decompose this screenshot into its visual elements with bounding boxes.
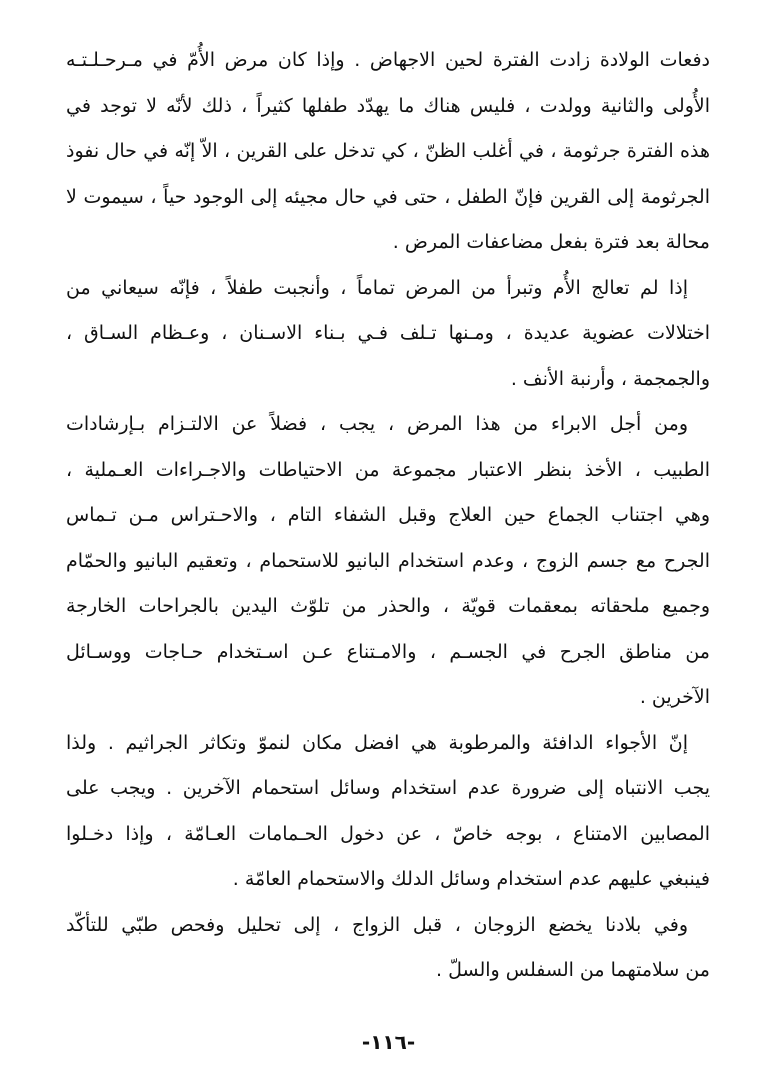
paragraph-p1	[66, 38, 710, 266]
text-line: المصابين الامتناع ، بوجه خاصّ ، عن دخول الحـمامات العـامّة ، وإذا دخـلوا	[66, 822, 710, 845]
text-line: والجمجمة ، وأرنبة الأنف .	[510, 367, 710, 390]
paragraph-p2	[66, 266, 710, 403]
paragraph-p4	[66, 721, 710, 903]
text-line: هذه الفترة جرثومة ، في أغلب الظنّ ، كي تدخل على القرين ، الاّ إنّه في حال نفوذ	[66, 140, 710, 162]
text-line: من سلامتهما من السفلس والسلّ .	[436, 959, 710, 981]
text-line: اختلالات عضوية عديدة ، ومـنها تـلف فـي بـناء الاسـنان ، وعـظام السـاق ،	[66, 322, 710, 344]
text-line: الأُولى والثانية وولدت ، فليس هناك ما يهدّد طفلها كثيراً ، ذلك لأنّه لا توجد في	[66, 94, 710, 117]
paragraph-p5	[66, 903, 710, 994]
page-body	[66, 38, 710, 994]
text-line: إذا لم تعالج الأُم وتبرأ من المرض تماماً ، وأنجبت طفلاً ، فإنّه سيعاني من	[66, 276, 688, 299]
text-line: الآخرين .	[639, 686, 710, 708]
paragraph-p3	[66, 402, 710, 721]
text-line: الجرح مع جسم الزوج ، وعدم استخدام البانيو للاستحمام ، وتعقيم البانيو والحمّام	[66, 549, 710, 572]
text-line: الطبيب ، الأخذ بنظر الاعتبار مجموعة من الاحتياطات والاجـراءات العـملية ،	[66, 458, 710, 481]
text-line: إنّ الأجواء الدافئة والمرطوبة هي افضل مكان لنموّ وتكاثر الجراثيم . ولذا	[66, 731, 688, 754]
page-number: -١١٦-	[361, 1030, 416, 1054]
text-line: فينبغي عليهم عدم استخدام وسائل الدلك والاستحمام العامّة .	[232, 868, 710, 890]
text-line: من مناطق الجرح في الجسـم ، والامـتناع عـن اسـتخدام حـاجات ووسـائل	[66, 640, 710, 663]
text-line: دفعات الولادة زادت الفترة لحين الاجهاض . وإذا كان مرض الأُمّ في مـرحـلـتـه	[66, 49, 710, 71]
text-line: وهي اجتناب الجماع حين العلاج وقبل الشفاء التام ، والاحـتراس مـن تـماس	[66, 504, 710, 526]
text-line: ومن أجل الابراء من هذا المرض ، يجب ، فضلاً عن الالتـزام بـإرشادات	[66, 413, 688, 435]
text-line: وفي بلادنا يخضع الزوجان ، قبل الزواج ، إلى تحليل وفحص طبّي للتأكّد	[66, 913, 688, 936]
text-line: الجرثومة إلى القرين فإنّ الطفل ، حتى في حال مجيئه إلى الوجود حياً ، سيموت لا	[66, 185, 710, 208]
text-line: يجب الانتباه إلى ضرورة عدم استخدام وسائل استحمام الآخرين . ويجب على	[66, 777, 710, 799]
text-line: محالة بعد فترة بفعل مضاعفات المرض .	[392, 231, 710, 253]
text-line: وجميع ملحقاته بمعقمات قويّة ، والحذر من تلوّث اليدين بالجراحات الخارجة	[66, 595, 710, 617]
